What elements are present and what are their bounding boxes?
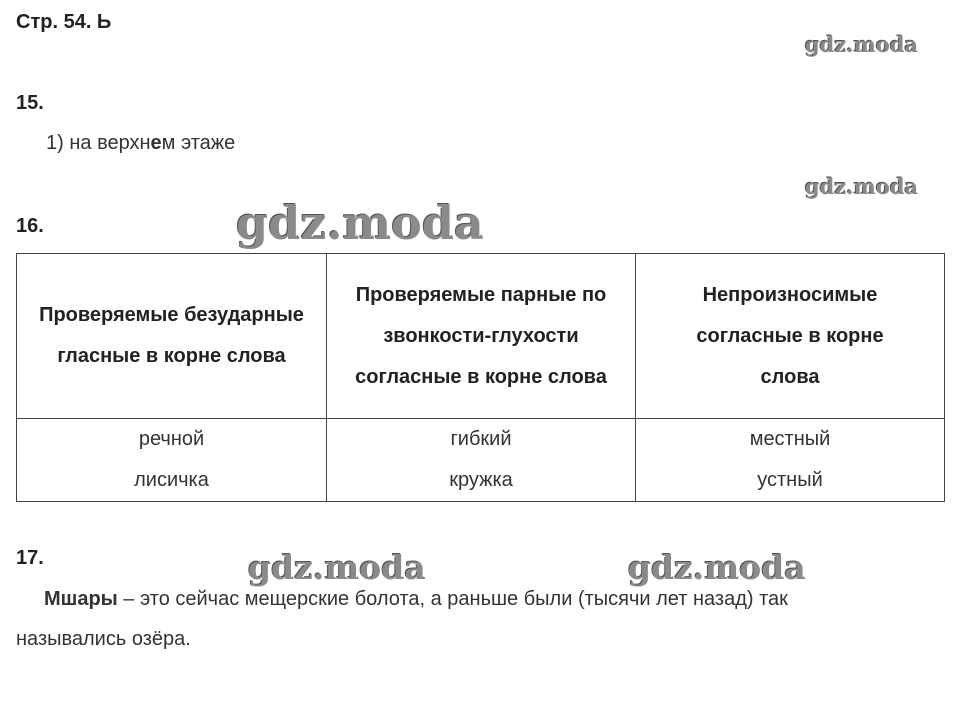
task-17-paragraph-line2: назывались озёра. [16, 628, 191, 650]
watermark: gdz.moda [628, 548, 806, 587]
watermark: gdz.moda [805, 32, 919, 57]
task-17-text: – это сейчас мещерские болота, а раньше были (тысячи лет назад) так [117, 588, 788, 610]
word: местный [749, 428, 831, 450]
column-header: Проверяемые безударные гласные в корне слова [17, 254, 327, 419]
task-15-text-suffix: м этаже [161, 132, 236, 154]
watermark: gdz.moda [805, 174, 919, 199]
watermark: gdz.moda [248, 548, 426, 587]
task-15-highlighted-letter: е [150, 132, 162, 154]
watermark: gdz.moda [236, 196, 484, 250]
task-15-answer [46, 132, 235, 155]
word: устный [757, 469, 823, 491]
word: гибкий [450, 428, 512, 450]
column-header: Проверяемые парные по звонкости-глухости согласные в корне слова [327, 254, 636, 419]
page-header: Стр. 54. Ь [16, 11, 112, 33]
word: лисичка [134, 469, 209, 491]
task-15-number: 15. [16, 92, 44, 114]
task-17-paragraph-line1 [44, 588, 788, 611]
task-17-number: 17. [16, 547, 44, 569]
table-cell [636, 419, 945, 502]
task-15-text-prefix: 1) на верхн [46, 132, 151, 154]
word: речной [138, 428, 205, 450]
spelling-table [16, 253, 945, 502]
task-16-number: 16. [16, 215, 44, 237]
column-header: Непроизносимые согласные в корне слова [636, 254, 945, 419]
table-header-row [17, 254, 945, 419]
table-cell [327, 419, 636, 502]
table-row [17, 419, 945, 502]
word: кружка [449, 469, 513, 491]
task-17-term: Мшары [44, 588, 118, 610]
table-cell [17, 419, 327, 502]
